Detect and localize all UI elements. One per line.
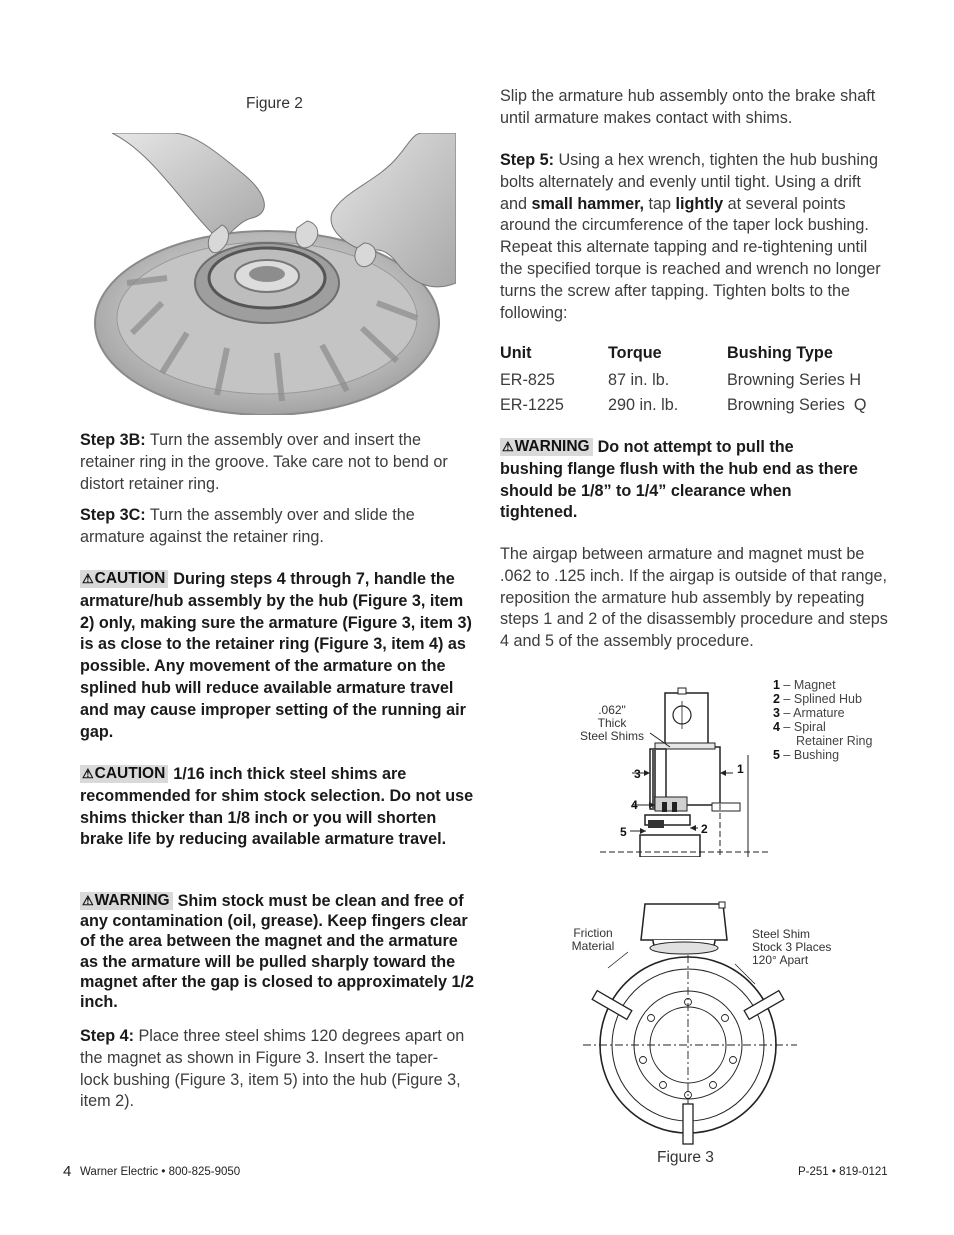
table-header-cell: Bushing Type <box>727 344 833 362</box>
warning-text-2: Do not attempt to pull the bushing flange flush with the hub end as there should be 1/8” to 1/4” clearance when tightened. <box>500 438 858 522</box>
figure2-caption: Figure 2 <box>246 95 303 112</box>
table-cell: Browning Series H <box>727 370 862 389</box>
callout-4: 4 <box>631 798 638 812</box>
table-cell: Browning Series Q <box>727 395 867 414</box>
step5-text-1: Using a hex wrench, tighten the hub bushing bolts alternately and evenly until tight. Using a drift and <box>500 151 878 213</box>
legend-item: 3 – Armature <box>773 706 845 720</box>
table-cell: ER-825 <box>500 370 555 389</box>
footer-company: Warner Electric • 800-825-9050 <box>80 1166 241 1178</box>
step3b-label: Step 3B: <box>80 431 146 449</box>
table-row <box>500 395 880 420</box>
legend-item: 2 – Splined Hub <box>773 692 862 706</box>
step4-label: Step 4: <box>80 1027 134 1045</box>
step3c-paragraph <box>80 505 472 549</box>
step4-paragraph <box>80 1026 465 1113</box>
callout-2: 2 <box>701 822 708 836</box>
step5-bold-2: lightly <box>675 194 724 213</box>
caution-badge-1: ⚠CAUTION <box>80 570 168 588</box>
torque-table <box>500 344 880 420</box>
step5-label: Step 5: <box>500 151 554 169</box>
warning-triangle-icon: ⚠ <box>502 439 514 454</box>
footer-doc-code: P-251 • 819-0121 <box>798 1166 888 1178</box>
airgap-paragraph: The airgap between armature and magnet must be .062 to .125 inch. If the airgap is outside of that range, reposition the armature hub assembly by repeating steps 1 and 2 of the disassembly procedure and steps 4 and 5 of the assembly procedure. <box>500 545 888 651</box>
warning-badge-2: ⚠WARNING <box>500 438 593 456</box>
step5-text-2: tap <box>644 194 676 213</box>
caution-text-1: During steps 4 through 7, handle the armature/hub assembly by the hub (Figure 3, item 2) only, making sure the armature (Figure 3, item 3) is as close to the retainer ring (Figure 3, item 4) as possible. Any movement of the armature on the splined hub will reduce available armature travel and may cause improper setting of the running air gap. <box>80 570 472 741</box>
caution-note-2 <box>80 764 475 851</box>
step3c-label: Step 3C: <box>80 506 146 524</box>
caution-badge-2: ⚠CAUTION <box>80 765 168 783</box>
warning-text-1: Shim stock must be clean and free of any contamination (oil, grease). Keep fingers clear of the area between the magnet and the armature as the armature will be pulled sharply toward the magnet after the gap is closed to approximately 1/2 inch. <box>80 892 475 1012</box>
callout-5: 5 <box>620 825 627 839</box>
caution-text-2: 1/16 inch thick steel shims are recommended for shim stock selection. Do not use shims thicker than 1/8 inch or you will shorten brake life by reducing available armature travel. <box>80 765 474 849</box>
intro-paragraph: Slip the armature hub assembly onto the brake shaft until armature makes contact with shims. <box>500 87 876 127</box>
legend-item: Retainer Ring <box>796 734 873 748</box>
table-row <box>500 370 880 395</box>
page-number: 4 <box>63 1163 72 1180</box>
table-cell: 290 in. lb. <box>608 395 679 414</box>
warning-triangle-icon: ⚠ <box>82 766 94 781</box>
warning-triangle-icon: ⚠ <box>82 571 94 586</box>
legend-item: 5 – Bushing <box>773 748 840 762</box>
torque-table-header <box>500 344 880 370</box>
warning-triangle-icon: ⚠ <box>82 893 94 908</box>
step3c-text: Turn the assembly over and slide the armature against the retainer ring. <box>80 506 415 546</box>
step5-text-3: at several points around the circumference of the taper lock bushing. Repeat this alternate tapping and re-tightening until the specified torque is reached and wrench no longer turns the screw after tapping. Tighten bolts to the following: <box>500 194 881 322</box>
table-header-cell: Unit <box>500 344 532 362</box>
legend-item: 1 – Magnet <box>773 678 836 692</box>
table-header-cell: Torque <box>608 344 662 362</box>
shim-label: .062" Thick Steel Shims <box>579 703 645 743</box>
warning-note-1 <box>80 891 475 1012</box>
figure3-legend <box>773 678 903 762</box>
step4-text: Place three steel shims 120 degrees apart on the magnet as shown in Figure 3. Insert the taper-lock bushing (Figure 3, item 5) into the hub (Figure 3, item 2). <box>80 1027 465 1111</box>
step3b-paragraph <box>80 430 472 495</box>
step5-bold-1: small hammer, <box>531 194 644 213</box>
figure3-face-view <box>583 900 803 1148</box>
warning-badge-1: ⚠WARNING <box>80 892 173 910</box>
figure2-photo <box>92 133 456 415</box>
step3b-text: Turn the assembly over and insert the retainer ring in the groove. Take care not to bend or distort retainer ring. <box>80 431 448 493</box>
table-cell: ER-1225 <box>500 395 564 414</box>
legend-item: 4 – Spiral <box>773 720 826 734</box>
friction-material-label: Friction Material <box>571 926 615 953</box>
step5-paragraph <box>500 150 892 324</box>
callout-3: 3 <box>634 767 641 781</box>
table-cell: 87 in. lb. <box>608 370 670 389</box>
figure3-caption: Figure 3 <box>657 1149 714 1166</box>
caution-note-1 <box>80 569 475 743</box>
callout-1: 1 <box>737 762 744 776</box>
warning-note-2 <box>500 437 860 524</box>
steel-shim-label: Steel Shim Stock 3 Places 120° Apart <box>752 927 832 967</box>
